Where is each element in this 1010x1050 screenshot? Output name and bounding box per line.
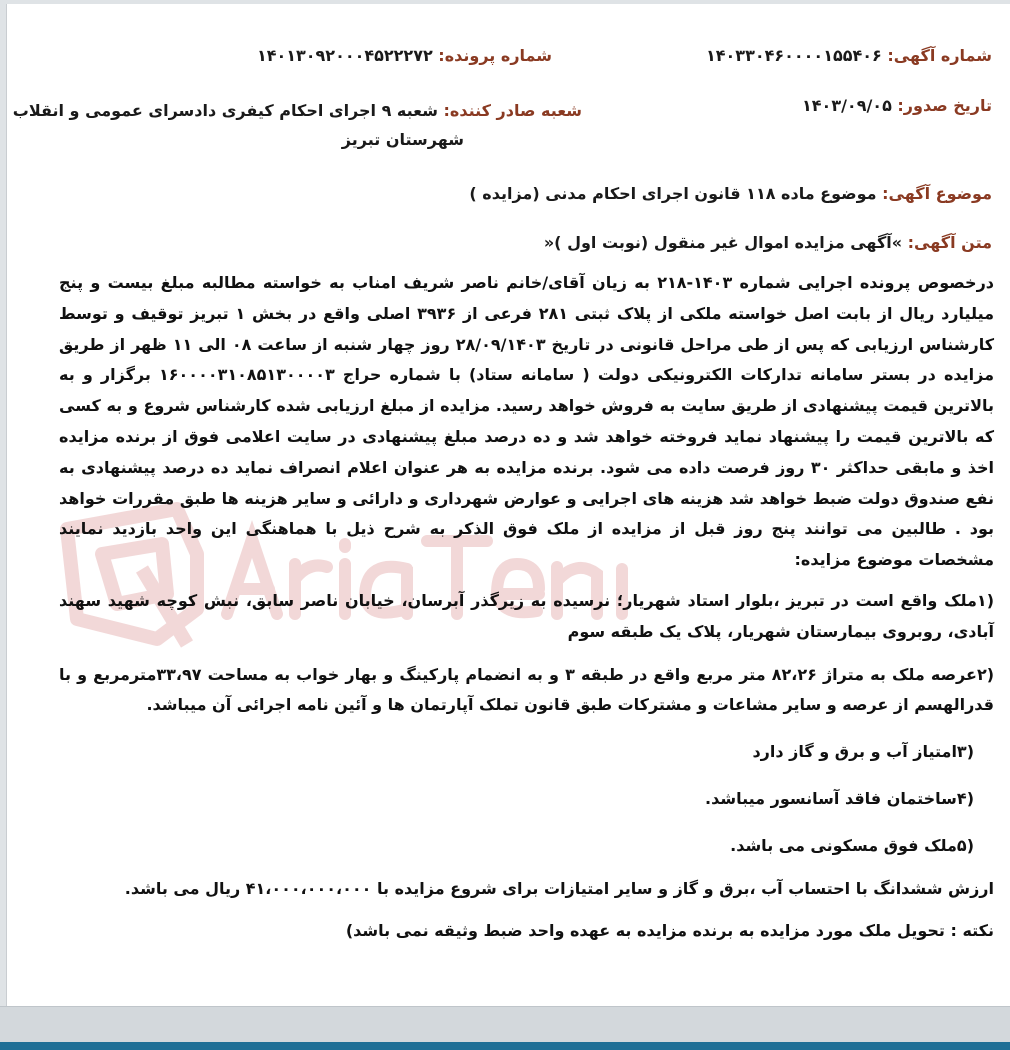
file-number-value: ۱۴۰۱۳۰۹۲۰۰۰۴۵۲۲۲۷۲ [256,46,433,65]
document-page [6,4,1010,1006]
footer-band [0,1006,1010,1043]
file-number-field [257,46,552,65]
bottom-accent-bar [0,1042,1010,1050]
subject-label: موضوع آگهی: [882,184,992,203]
issuing-branch-label: شعبه صادر کننده: [443,101,582,120]
property-item-2: (۲عرصه ملک به متراژ ۸۲،۲۶ متر مربع واقع در طبقه ۳ و به انضمام پارکینگ و بهار خواب به مساحت ۳۳،۹۷مترمربع و با قدرالهسم از عرصه و سایر مشاعات و مشترکات طبق قانون تملک آپارتمان ها و آئین نامه اجرائی آن میباشد. [59,664,995,715]
ad-number-label: شماره آگهی: [887,46,992,65]
ad-text-label: متن آگهی: [907,233,992,252]
property-item-4: (۴ساختمان فاقد آسانسور میباشد. [705,788,974,808]
property-item-1: (۱ملک واقع است در تبریز ،بلوار استاد شهریار؛ نرسیده به زیرگذر آبرسان، خیابان ناصر سابق، نبش کوچه شهید سهند آبادی، روبروی بیمارستان شهریار، پلاک یک طبقه سوم [59,590,994,641]
subject-value: موضوع ماده ۱۱۸ قانون اجرای احکام مدنی (مزایده ) [469,184,877,203]
ad-text-title: »آگهی مزایده اموال غیر منقول (نوبت اول )« [543,233,903,252]
main-paragraph: درخصوص پرونده اجرایی شماره ۱۴۰۳-۲۱۸ به زیان آقای/خانم ناصر شریف امناب به خواسته مطالبه مبلغ بیست و پنج میلیارد ریال از بابت اصل خواسته ملکی از پلاک ثبتی ۲۸۱ فرعی از ۳۹۳۶ اصلی واقع در بخش ۱ تبریز توقیف و توسط کارشناس ارزیابی که پس از طی مراحل قانونی در تاریخ ۲۸/۰۹/۱۴۰۳ روز چهار شنبه از ساعت ۰۸ الی ۱۱ ظهر از طریق مزایده در بستر سامانه تدارکات الکترونیکی دولت ( سامانه ستاد) با شماره حراج ۱۶۰۰۰۰۳۱۰۸۵۱۳۰۰۰۰۳ برگزار و به بالاترین قیمت پیشنهادی از طریق سایت به فروش خواهد رسید. مزایده از مبلغ ارزیابی شده کارشناس شروع و به کسی که بالاترین قیمت را پیشنهاد نماید فروخته خواهد شد و ده درصد مبلغ پیشنهادی در سایت اعلامی فوق از برنده مزایده اخذ و مابقی حداکثر ۳۰ روز فرصت داده می شود. برنده مزایده به هر عنوان اعلام انصراف نماید ده درصد پیشنهادی به نفع صندوق دولت ضبط خواهد شد هزینه های اجرایی و عوارض شهرداری و دارائی و سایر هزینه ها طبق مقررات خواهد بود . طالبین می توانند پنج روز قبل از مزایده از ملک فوق الذکر به شرح ذیل با هماهنگی این واحد بازدید نمایند مشخصات موضوع مزایده: [59,273,995,570]
issuing-branch-field [13,96,582,154]
announcement-body [59,268,994,947]
subject-field [469,184,992,203]
note-line: نکته : تحویل ملک مورد مزایده به برنده مزایده به عهده واحد ضبط وثیقه نمی باشد) [345,921,994,941]
ad-number-field [706,46,992,65]
issue-date-value: ۱۴۰۳/۰۹/۰۵ [802,96,892,115]
valuation-line: ارزش ششدانگ با احتساب آب ،برق و گاز و سایر امتیازات برای شروع مزایده با ۴۱،۰۰۰،۰۰۰،۰۰۰ ریال می باشد. [124,878,994,898]
property-item-5: (۵ملک فوق مسکونی می باشد. [730,835,974,855]
issuing-branch-value: شعبه ۹ اجرای احکام کیفری دادسرای عمومی و انقلاب [12,101,438,120]
issue-date-label: تاریخ صدور: [897,96,992,115]
property-item-3: (۳امتیاز آب و برق و گاز دارد [752,742,974,762]
file-number-label: شماره پرونده: [438,46,552,65]
issue-date-field [802,96,992,115]
issuing-branch-value-line2: شهرستان تبریز [341,130,464,149]
ad-number-value: ۱۴۰۳۳۰۴۶۰۰۰۰۱۵۵۴۰۶ [706,46,882,65]
ad-text-field [544,233,992,252]
